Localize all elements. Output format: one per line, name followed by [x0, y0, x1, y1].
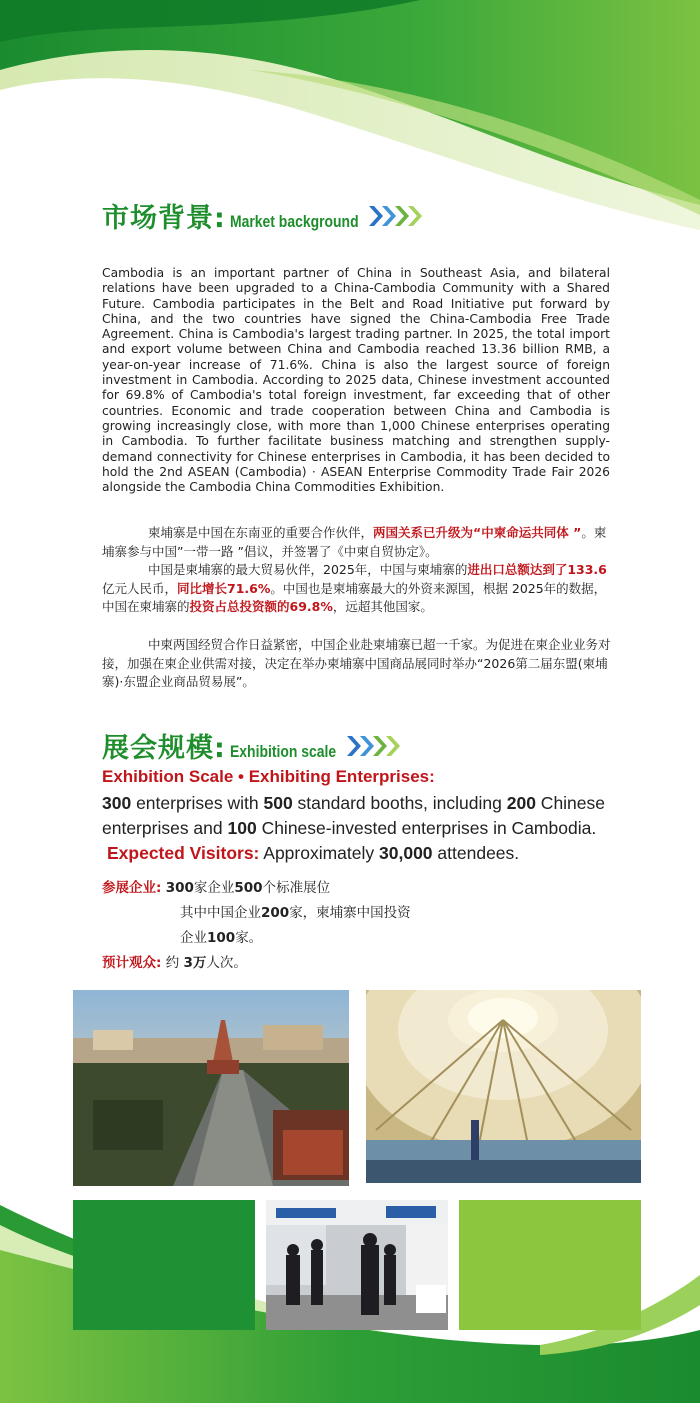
scale-heading-cn: 展会规模:	[102, 733, 226, 764]
scale-english-line-2: enterprises and 100 Chinese-invested enterprises in Cambodia.	[102, 818, 597, 838]
chevron-arrows-icon	[343, 733, 403, 759]
scale-cn-line-4: 预计观众: 约 3万人次。	[102, 955, 247, 971]
exhibition-hall-photo	[266, 1200, 448, 1330]
city-monument-photo	[73, 990, 349, 1186]
scale-chinese-block	[102, 876, 411, 976]
green-panel-right	[459, 1200, 641, 1330]
dome-interior-photo	[366, 990, 641, 1183]
market-heading-cn: 市场背景:	[102, 203, 226, 234]
scale-english-title: Exhibition Scale • Exhibiting Enterprises:	[102, 767, 435, 786]
scale-cn-line-3: 企业100家。	[180, 930, 263, 946]
scale-cn-line-1: 参展企业: 300家企业500个标准展位	[102, 880, 331, 896]
green-panel-left	[73, 1200, 255, 1330]
market-cn-paragraph-1: 柬埔寨是中国在东南亚的重要合作伙伴，两国关系已升级为“中柬命运共同体 ”。柬埔寨参与中国”一带一路 ”倡议，并签署了《中柬自贸协定》。	[102, 525, 607, 559]
market-heading-en: Market background	[229, 212, 359, 231]
scale-cn-line-2: 其中中国企业200家，柬埔寨中国投资	[180, 905, 411, 921]
market-heading	[102, 196, 425, 235]
market-cn-paragraph-2: 中国是柬埔寨的最大贸易伙伴，2025年，中国与柬埔寨的进出口总额达到了133.6亿元人民币，同比增长71.6%。中国也是柬埔寨最大的外资来源国，根据 2025年的数据，中国在柬埔寨的投资占总投资额的69.8%，远超其他国家。	[102, 562, 607, 614]
market-english-paragraph: Cambodia is an important partner of China in Southeast Asia, and bilateral relations have been upgraded to a China-Cambodia Community with a Shared Future. Cambodia participates in the Belt and Road Initiative put forward by China, and the two countries have signed the China-Cambodia Free Trade Agreement. China is Cambodia's largest trading partner. In 2025, the total import and export volume between China and Cambodia reached 13.36 billion RMB, a year-on-year increase of 71.6%. China is also the largest source of foreign investment in Cambodia. According to 2025 data, Chinese investment accounted for 69.8% of Cambodia's total foreign investment, far exceeding that of other countries. Economic and trade cooperation between China and Cambodia is growing increasingly close, with more than 1,000 Chinese enterprises operating in Cambodia. To further facilitate business matching and strengthen supply-demand connectivity for Chinese enterprises in Cambodia, it has been decided to hold the 2nd ASEAN (Cambodia) · ASEAN Enterprise Commodity Trade Fair 2026 alongside the Cambodia China Commodities Exhibition.	[102, 266, 610, 495]
market-cn-paragraph-3: 中柬两国经贸合作日益紧密，中国企业赴柬埔寨已超一千家。为促进在柬企业业务对接，加强在柬企业供需对接，决定在举办柬埔寨中国商品展同时举办“2026第二届东盟(柬埔寨)·东盟企业商品贸易展”。	[102, 637, 611, 689]
scale-english-line-3: Expected Visitors: Approximately 30,000 attendees.	[107, 843, 520, 863]
scale-english-line-1: 300 enterprises with 500 standard booths, including 200 Chinese	[102, 793, 606, 813]
chevron-arrows-icon	[365, 203, 425, 229]
scale-english-block	[102, 767, 662, 866]
scale-heading	[102, 726, 403, 765]
scale-heading-en: Exhibition scale	[229, 742, 336, 761]
